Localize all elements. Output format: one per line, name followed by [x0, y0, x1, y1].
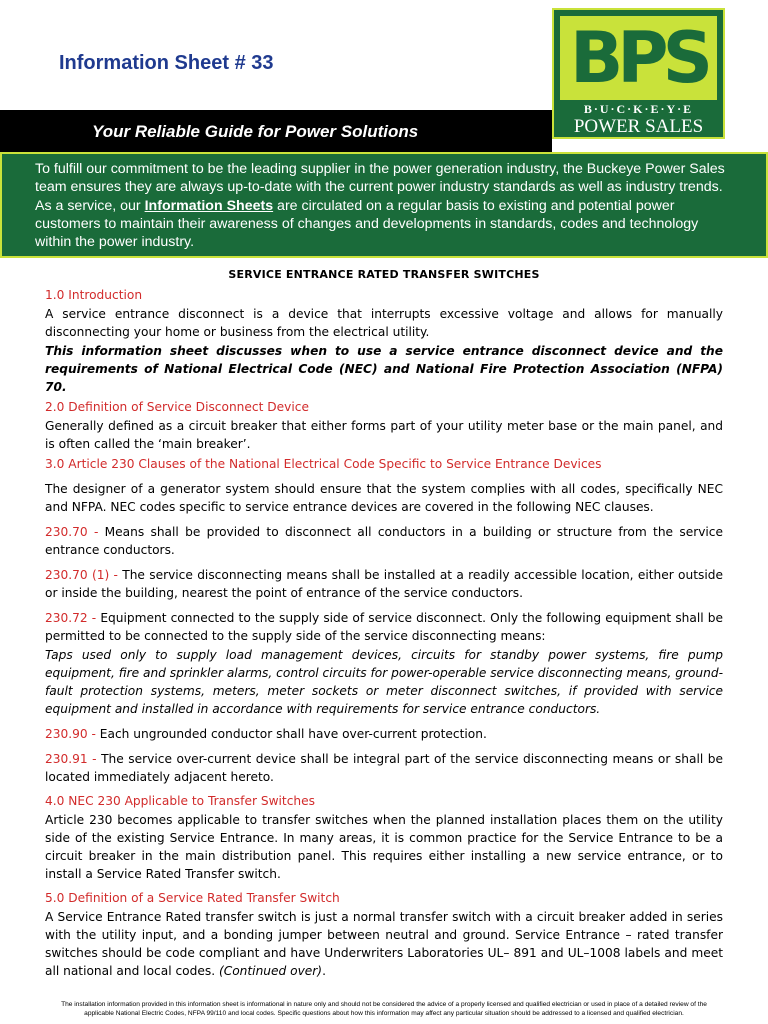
clause-item	[45, 750, 723, 786]
service-rated-paragraph	[45, 908, 723, 980]
introduction-summary: This information sheet discusses when to use a service entrance disconnect device and the requirements of National Electrical Code (NEC) and National Fire Protection Association (NFPA) 70.	[45, 344, 723, 394]
disclaimer-line-1: The installation information provided in this information sheet is informational in nature only and should not be considered the advice of a properly licensed and qualified electrician or used in place of a detailed review of the	[61, 1001, 707, 1008]
clause-number: 230.91 -	[45, 752, 97, 766]
disclaimer-footer	[10, 1001, 758, 1018]
clause-item	[45, 566, 723, 602]
clause-item	[45, 523, 723, 559]
section-heading-introduction: 1.0 Introduction	[45, 288, 143, 302]
clause-item	[45, 609, 723, 645]
clause-230-72-list: Taps used only to supply load management devices, circuits for standby power systems, fire pump equipment, fire and sprinkler alarms, control circuits for power-operable service disconnecting means, ground-fault protection systems, meters, meter sockets or meter disconnect switches, if provided with service equipment and installed in accordance with requirements for service entrance conductors.	[45, 648, 723, 716]
disclaimer-line-2: applicable National Electric Codes, NFPA 99/110 and local codes. Specific questions about how this information may affect any particular situation should be addressed to a licensed and qualified electrician.	[84, 1009, 684, 1017]
clause-number: 230.90 -	[45, 727, 96, 741]
tagline: Your Reliable Guide for Power Solutions	[92, 122, 419, 141]
section-heading-article-230: 3.0 Article 230 Clauses of the National Electrical Code Specific to Service Entrance Devices	[45, 457, 602, 471]
clause-number: 230.70 -	[45, 525, 99, 539]
clause-number: 230.72 -	[45, 611, 97, 625]
period: .	[322, 964, 326, 978]
page-title: Information Sheet # 33	[59, 52, 274, 74]
section-heading-nec-230: 4.0 NEC 230 Applicable to Transfer Switches	[45, 794, 315, 808]
section-heading-definition: 2.0 Definition of Service Disconnect Device	[45, 400, 309, 414]
clause-text: The service disconnecting means shall be installed at a readily accessible location, either outside or inside the building, nearest the point of entrance of the service conductors.	[45, 568, 723, 600]
clause-text: Equipment connected to the supply side of service disconnect. Only the following equipment shall be permitted to be connected to the supply side of the service disconnecting means:	[45, 611, 724, 643]
information-sheets-link[interactable]: Information Sheets	[144, 197, 274, 214]
introduction-paragraph: A service entrance disconnect is a device that interrupts excessive voltage and allows for manually disconnecting your home or business from the electrical utility.	[45, 307, 723, 339]
intro-text-before: To fulfill our commitment to be the leading supplier in the power generation industry, the Buckeye Power Sales team ensures they are always up-to-date with the current power industry standards as well as industry trends. As a service, our	[35, 161, 725, 214]
clause-number: 230.70 (1) -	[45, 568, 118, 582]
bps-logo	[552, 8, 725, 139]
clause-text: Each ungrounded conductor shall have over-current protection.	[95, 727, 487, 741]
intro-text-after: are circulated on a regular basis to existing and potential power customers to maintain their awareness of changes and developments in standards, codes and technology within the power industry.	[35, 197, 699, 251]
article-230-paragraph: The designer of a generator system should ensure that the system complies with all codes, specifically NEC and NFPA. NEC codes specific to service entrance devices are covered in the following NEC clauses.	[45, 482, 723, 514]
tagline-bar	[0, 110, 552, 152]
logo-mark: BPS	[560, 16, 717, 100]
clause-text: The service over-current device shall be integral part of the service disconnecting means or shall be located immediately adjacent hereto.	[45, 752, 723, 784]
intro-box	[0, 152, 768, 258]
logo-power-sales: POWER SALES	[573, 116, 704, 137]
document-heading: SERVICE ENTRANCE RATED TRANSFER SWITCHES	[228, 268, 540, 281]
continued-note: (Continued over)	[218, 964, 323, 978]
nec-230-paragraph: Article 230 becomes applicable to transfer switches when the planned installation places them on the utility side of the existing Service Entrance. In many areas, it is common practice for the Service Entrance to be a circuit breaker in the main distribution panel. This requires either installing a new service entrance, or to install a Service Rated Transfer switch.	[45, 813, 723, 881]
definition-paragraph: Generally defined as a circuit breaker that either forms part of your utility meter base or the main panel, and is often called the ‘main breaker’.	[45, 419, 723, 451]
service-rated-text: A Service Entrance Rated transfer switch is just a normal transfer switch with a circuit breaker added in series with the utility input, and a bonding jumper between neutral and ground. Service Entrance – rated transfer switches should be code compliant and have Underwriters Laboratories UL– 891 and UL–1008 labels and meet all national and local codes.	[45, 910, 723, 978]
logo-buckeye: B·U·C·K·E·Y·E	[583, 102, 694, 116]
clause-text: Means shall be provided to disconnect all conductors in a building or structure from the service entrance conductors.	[45, 525, 724, 557]
document-body	[45, 266, 723, 980]
section-heading-service-rated: 5.0 Definition of a Service Rated Transfer Switch	[45, 891, 340, 905]
clause-item	[45, 725, 723, 743]
